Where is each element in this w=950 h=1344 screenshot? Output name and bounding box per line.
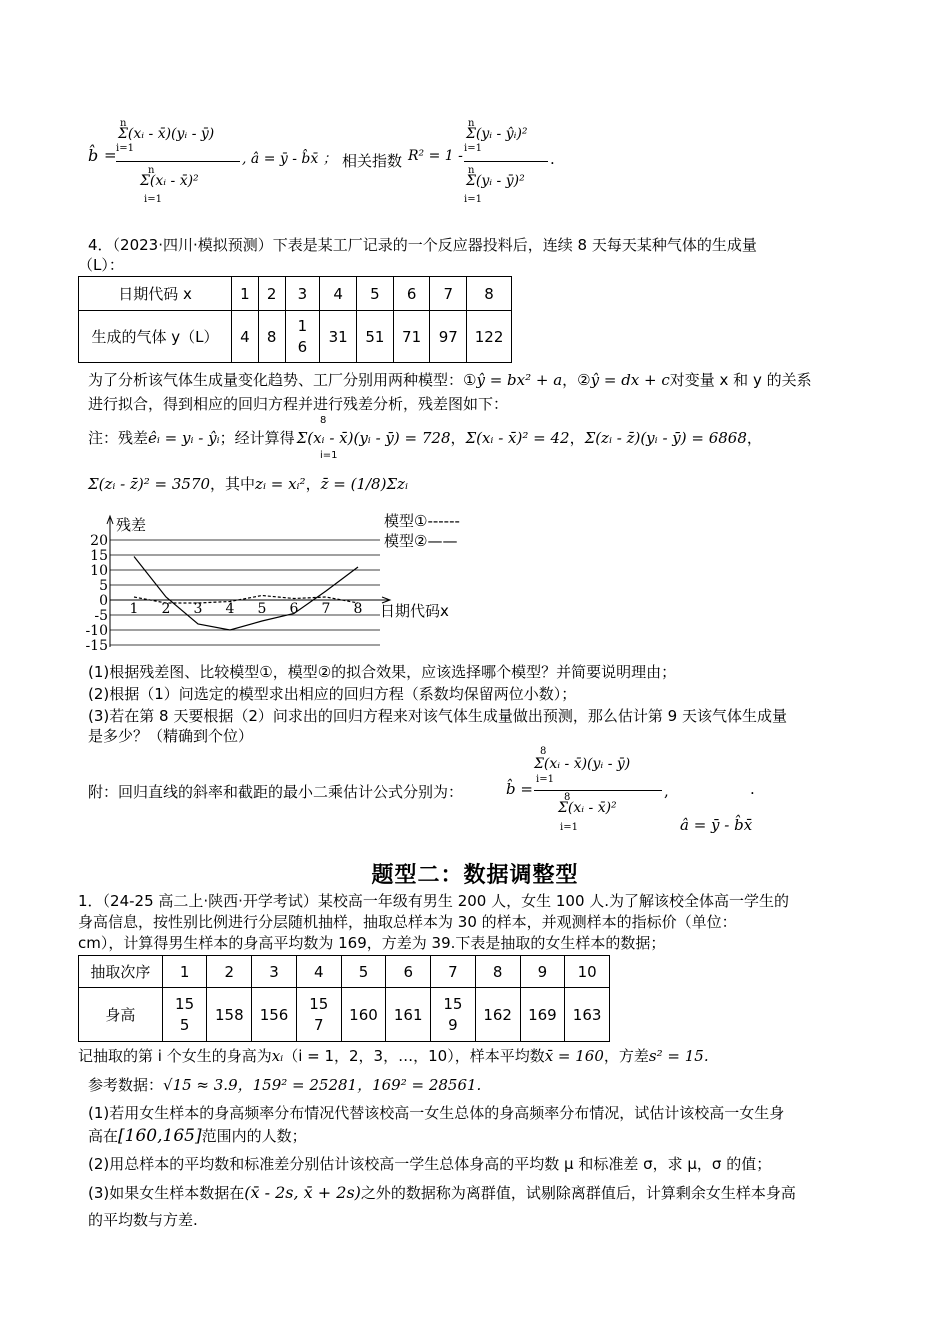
text: 之外的数据称为离群值，试剔除离群值后，计算剩余女生样本身高 [360, 1184, 796, 1202]
app-a-hat: â = ȳ - b̂x̄ [680, 816, 753, 834]
table-cell: 9 [520, 956, 565, 988]
s2-title-line3: cm），计算得男生样本的身高平均数为 169，方差为 39.下表是抽取的女生样本的数据； [78, 934, 666, 952]
table-cell: 4 [320, 277, 357, 311]
sum-bottom: i=1 [464, 194, 482, 205]
s2-reference-line [88, 1075, 481, 1096]
y-tick-label: 15 [90, 548, 108, 564]
q4-model-line [88, 370, 812, 391]
text: 高在 [88, 1127, 119, 1145]
table-cell: 158 [207, 988, 252, 1042]
sum-bottom: i=1 [144, 194, 162, 205]
s2-sub3a [88, 1182, 796, 1204]
table-cell: 51 [357, 311, 394, 363]
s2-title-line1: 1．（24-25 高二上·陕西·开学考试）某校高一年级有男生 200 人，女生 100 人.为了解该校全体高一学生的 [78, 892, 790, 910]
sum-zy: Σ(zᵢ - z̄)(yᵢ - ȳ) = 6868 [584, 429, 747, 447]
table-row [79, 311, 512, 363]
q4-note-line2: Σ(zᵢ - z̄)² = 3570，其中zᵢ = xᵢ²，z̄ = (1/8)Σzᵢ [88, 475, 408, 493]
table-cell: 169 [520, 988, 565, 1042]
text: （i = 1，2，3，…，10），样本平均数 [283, 1047, 545, 1065]
text: (3)如果女生样本数据在 [88, 1184, 245, 1202]
formula-denominator: Σ(xᵢ - x̄)² [140, 173, 199, 189]
table-cell: 8 [467, 277, 512, 311]
table-cell: 31 [320, 311, 357, 363]
table-cell: 1 [162, 956, 207, 988]
table-cell: 6 [386, 956, 431, 988]
table-cell: 159 [431, 988, 476, 1042]
residual-def: êᵢ = yᵢ - ŷᵢ [148, 429, 220, 447]
s2-sub2: (2)用总样本的平均数和标准差分别估计该校高一学生总体身高的平均数 μ 和标准差 σ，求 μ，σ 的值； [88, 1155, 772, 1173]
s2-data-table [78, 955, 610, 1042]
y-tick-label: -10 [85, 623, 108, 639]
series-model2-line [134, 557, 358, 631]
sum-xy: Σ(xᵢ - x̄)(yᵢ - ȳ) = 728 [296, 429, 451, 447]
q4-title-line2: （L）： [78, 256, 124, 274]
text: 注：残差 [88, 429, 149, 447]
table-cell: 122 [467, 311, 512, 363]
period: . [550, 150, 555, 168]
table-header-cell: 生成的气体 y（L） [79, 311, 232, 363]
sum-top: 8 [540, 746, 547, 757]
table-header-cell: 日期代码 x [79, 277, 232, 311]
text: 记抽取的第 i 个女生的身高为 [78, 1047, 272, 1065]
sum-bottom: i=1 [116, 143, 134, 154]
sum-top: n [120, 118, 127, 129]
sum-bottom: i=1 [320, 450, 338, 461]
a-hat-formula: , â = ȳ - b̂x̄ ； [242, 151, 337, 167]
y-tick-label: -15 [85, 638, 108, 654]
r2-numerator: Σ(yᵢ - ŷᵢ)² [466, 126, 528, 142]
table-cell: 6 [393, 277, 430, 311]
z-def: zᵢ = xᵢ² [255, 475, 306, 493]
sum-bottom: i=1 [536, 774, 554, 785]
x-tick-label: 3 [193, 601, 203, 617]
section-heading: 题型二：数据调整型 [371, 863, 579, 888]
model2-equation: ŷ = dx + c [590, 371, 670, 389]
table-cell: 8 [258, 311, 285, 363]
table-cell: 161 [386, 988, 431, 1042]
app-b-hat: b̂ = [506, 780, 533, 798]
q4-note-line: 注：残差êᵢ = yᵢ - ŷᵢ；经计算得 Σ(xᵢ - x̄)(yᵢ - ȳ) = 728，Σ(xᵢ - x̄)² = 42，Σ(zᵢ - z̄)(yᵢ - ȳ) = 6868， [88, 429, 762, 447]
sample-mean: x̄ = 160 [544, 1047, 604, 1065]
y-tick-label: 10 [90, 563, 108, 579]
r2-denominator: Σ(yᵢ - ȳ)² [466, 173, 525, 189]
x-tick-label: 5 [257, 601, 267, 617]
q4-sub1: (1)根据残差图、比较模型①，模型②的拟合效果，应该选择哪个模型？并简要说明理由； [88, 663, 677, 681]
table-cell: 156 [252, 988, 297, 1042]
s2-sub3b: 的平均数与方差. [88, 1211, 198, 1229]
y-tick-label: 5 [99, 578, 108, 594]
fraction-bar [464, 161, 548, 162]
table-cell: 155 [162, 988, 207, 1042]
table-cell: 3 [285, 277, 320, 311]
y-tick-label: 20 [90, 533, 108, 549]
interval: (x̄ - 2s, x̄ + 2s) [244, 1183, 361, 1202]
x-tick-label: 7 [321, 601, 331, 617]
sum-top: n [148, 165, 155, 176]
text: 范围内的人数； [201, 1127, 307, 1145]
equals: = [104, 146, 117, 164]
fraction-bar [116, 161, 240, 162]
table-cell: 5 [341, 956, 386, 988]
table-cell: 10 [565, 956, 610, 988]
sum-top: n [468, 165, 475, 176]
sample-variance: s² = 15. [648, 1047, 709, 1065]
text: 参考数据： [88, 1076, 164, 1094]
table-cell: 2 [258, 277, 285, 311]
r2-label: 相关指数 [342, 152, 403, 170]
q4-appendix: 附：回归直线的斜率和截距的最小二乘估计公式分别为： [88, 783, 464, 801]
x-tick-label: 2 [161, 601, 171, 617]
table-cell: 157 [296, 988, 341, 1042]
s2-title-line2: 身高信息，按性别比例进行分层随机抽样，抽取总样本为 30 的样本，并观测样本的指标价（单位： [78, 913, 737, 931]
table-row [79, 956, 610, 988]
table-cell: 162 [475, 988, 520, 1042]
y-tick-label: 0 [99, 593, 108, 609]
fraction-bar [534, 790, 662, 791]
app-numerator: Σ(xᵢ - x̄)(yᵢ - ȳ) [534, 756, 631, 772]
table-row [79, 988, 610, 1042]
formula-top [88, 118, 588, 213]
table-cell: 97 [430, 311, 467, 363]
legend-model2: 模型②—— [384, 532, 458, 550]
x-tick-label: 6 [289, 601, 299, 617]
x-tick-label: 1 [129, 601, 139, 617]
b-hat: b̂ [88, 146, 99, 165]
sum-top: n [468, 118, 475, 129]
y-tick-label: -5 [94, 608, 108, 624]
table-cell: 16 [285, 311, 320, 363]
table-cell: 3 [252, 956, 297, 988]
sum-bottom: i=1 [464, 143, 482, 154]
q4-title-line1: 4．（2023·四川·模拟预测）下表是某工厂记录的一个反应器投料后，连续 8 天每天某种气体的生成量 [88, 236, 757, 254]
table-header-cell: 抽取次序 [79, 956, 163, 988]
q4-model-line2: 进行拟合，得到相应的回归方程并进行残差分析，残差图如下： [88, 395, 509, 413]
sum-xx: Σ(xᵢ - x̄)² = 42 [465, 429, 570, 447]
table-cell: 8 [475, 956, 520, 988]
x-axis-label: 日期代码x [380, 602, 449, 620]
q4-sub3a: (3)若在第 8 天要根据（2）问求出的回归方程来对该气体生成量做出预测，那么估计第 9 天该气体生成量 [88, 707, 787, 725]
residual-chart [80, 510, 500, 660]
sum-bottom: i=1 [560, 822, 578, 833]
legend-model1: 模型①------ [384, 512, 460, 530]
table-cell: 2 [207, 956, 252, 988]
text: 对变量 x 和 y 的关系 [669, 371, 812, 389]
s2-record-line [78, 1046, 709, 1067]
sum-top: 8 [320, 415, 327, 426]
reference-values: √15 ≈ 3.9，159² = 25281，169² = 28561. [163, 1076, 482, 1094]
table-cell: 163 [565, 988, 610, 1042]
app-denominator: Σ(xᵢ - x̄)² [558, 800, 617, 816]
table-cell: 71 [393, 311, 430, 363]
table-cell: 7 [431, 956, 476, 988]
model1-equation: ŷ = bx² + a [476, 371, 563, 389]
comma: , [664, 782, 669, 800]
table-cell: 4 [232, 311, 259, 363]
sum-zz: Σ(zᵢ - z̄)² = 3570 [88, 475, 211, 493]
q4-data-table [78, 276, 512, 363]
x-tick-label: 8 [353, 601, 363, 617]
table-header-cell: 身高 [79, 988, 163, 1042]
text: ；经计算得 [219, 429, 295, 447]
period: . [750, 780, 755, 798]
xi: xᵢ [271, 1047, 284, 1065]
q4-sub3b: 是多少？（精确到个位） [88, 727, 254, 745]
table-cell: 1 [232, 277, 259, 311]
sum-top: 8 [564, 792, 571, 803]
s2-sub1a: (1)若用女生样本的身高频率分布情况代替该校高一女生总体的身高频率分布情况，试估计该校高一女生身 [88, 1104, 785, 1122]
table-cell: 5 [357, 277, 394, 311]
interval: [160,165] [118, 1126, 202, 1146]
table-cell: 4 [296, 956, 341, 988]
text: 为了分析该气体生成量变化趋势、工厂分别用两种模型：① [88, 371, 477, 389]
text: ，② [562, 371, 591, 389]
text: ，方差 [603, 1047, 649, 1065]
q4-sub2: (2)根据（1）问选定的模型求出相应的回归方程（系数均保留两位小数）； [88, 685, 577, 703]
table-cell: 160 [341, 988, 386, 1042]
zbar-def: z̄ = (1/8)Σzᵢ [320, 475, 408, 493]
table-cell: 7 [430, 277, 467, 311]
text: ，其中 [210, 475, 256, 493]
s2-sub1b [88, 1126, 307, 1147]
formula-numerator: Σ(xᵢ - x̄)(yᵢ - ȳ) [118, 126, 215, 142]
x-tick-label: 4 [225, 601, 235, 617]
r2-lhs: R² = 1 - [408, 148, 463, 164]
y-axis-label: 残差 [116, 516, 147, 534]
table-row [79, 277, 512, 311]
